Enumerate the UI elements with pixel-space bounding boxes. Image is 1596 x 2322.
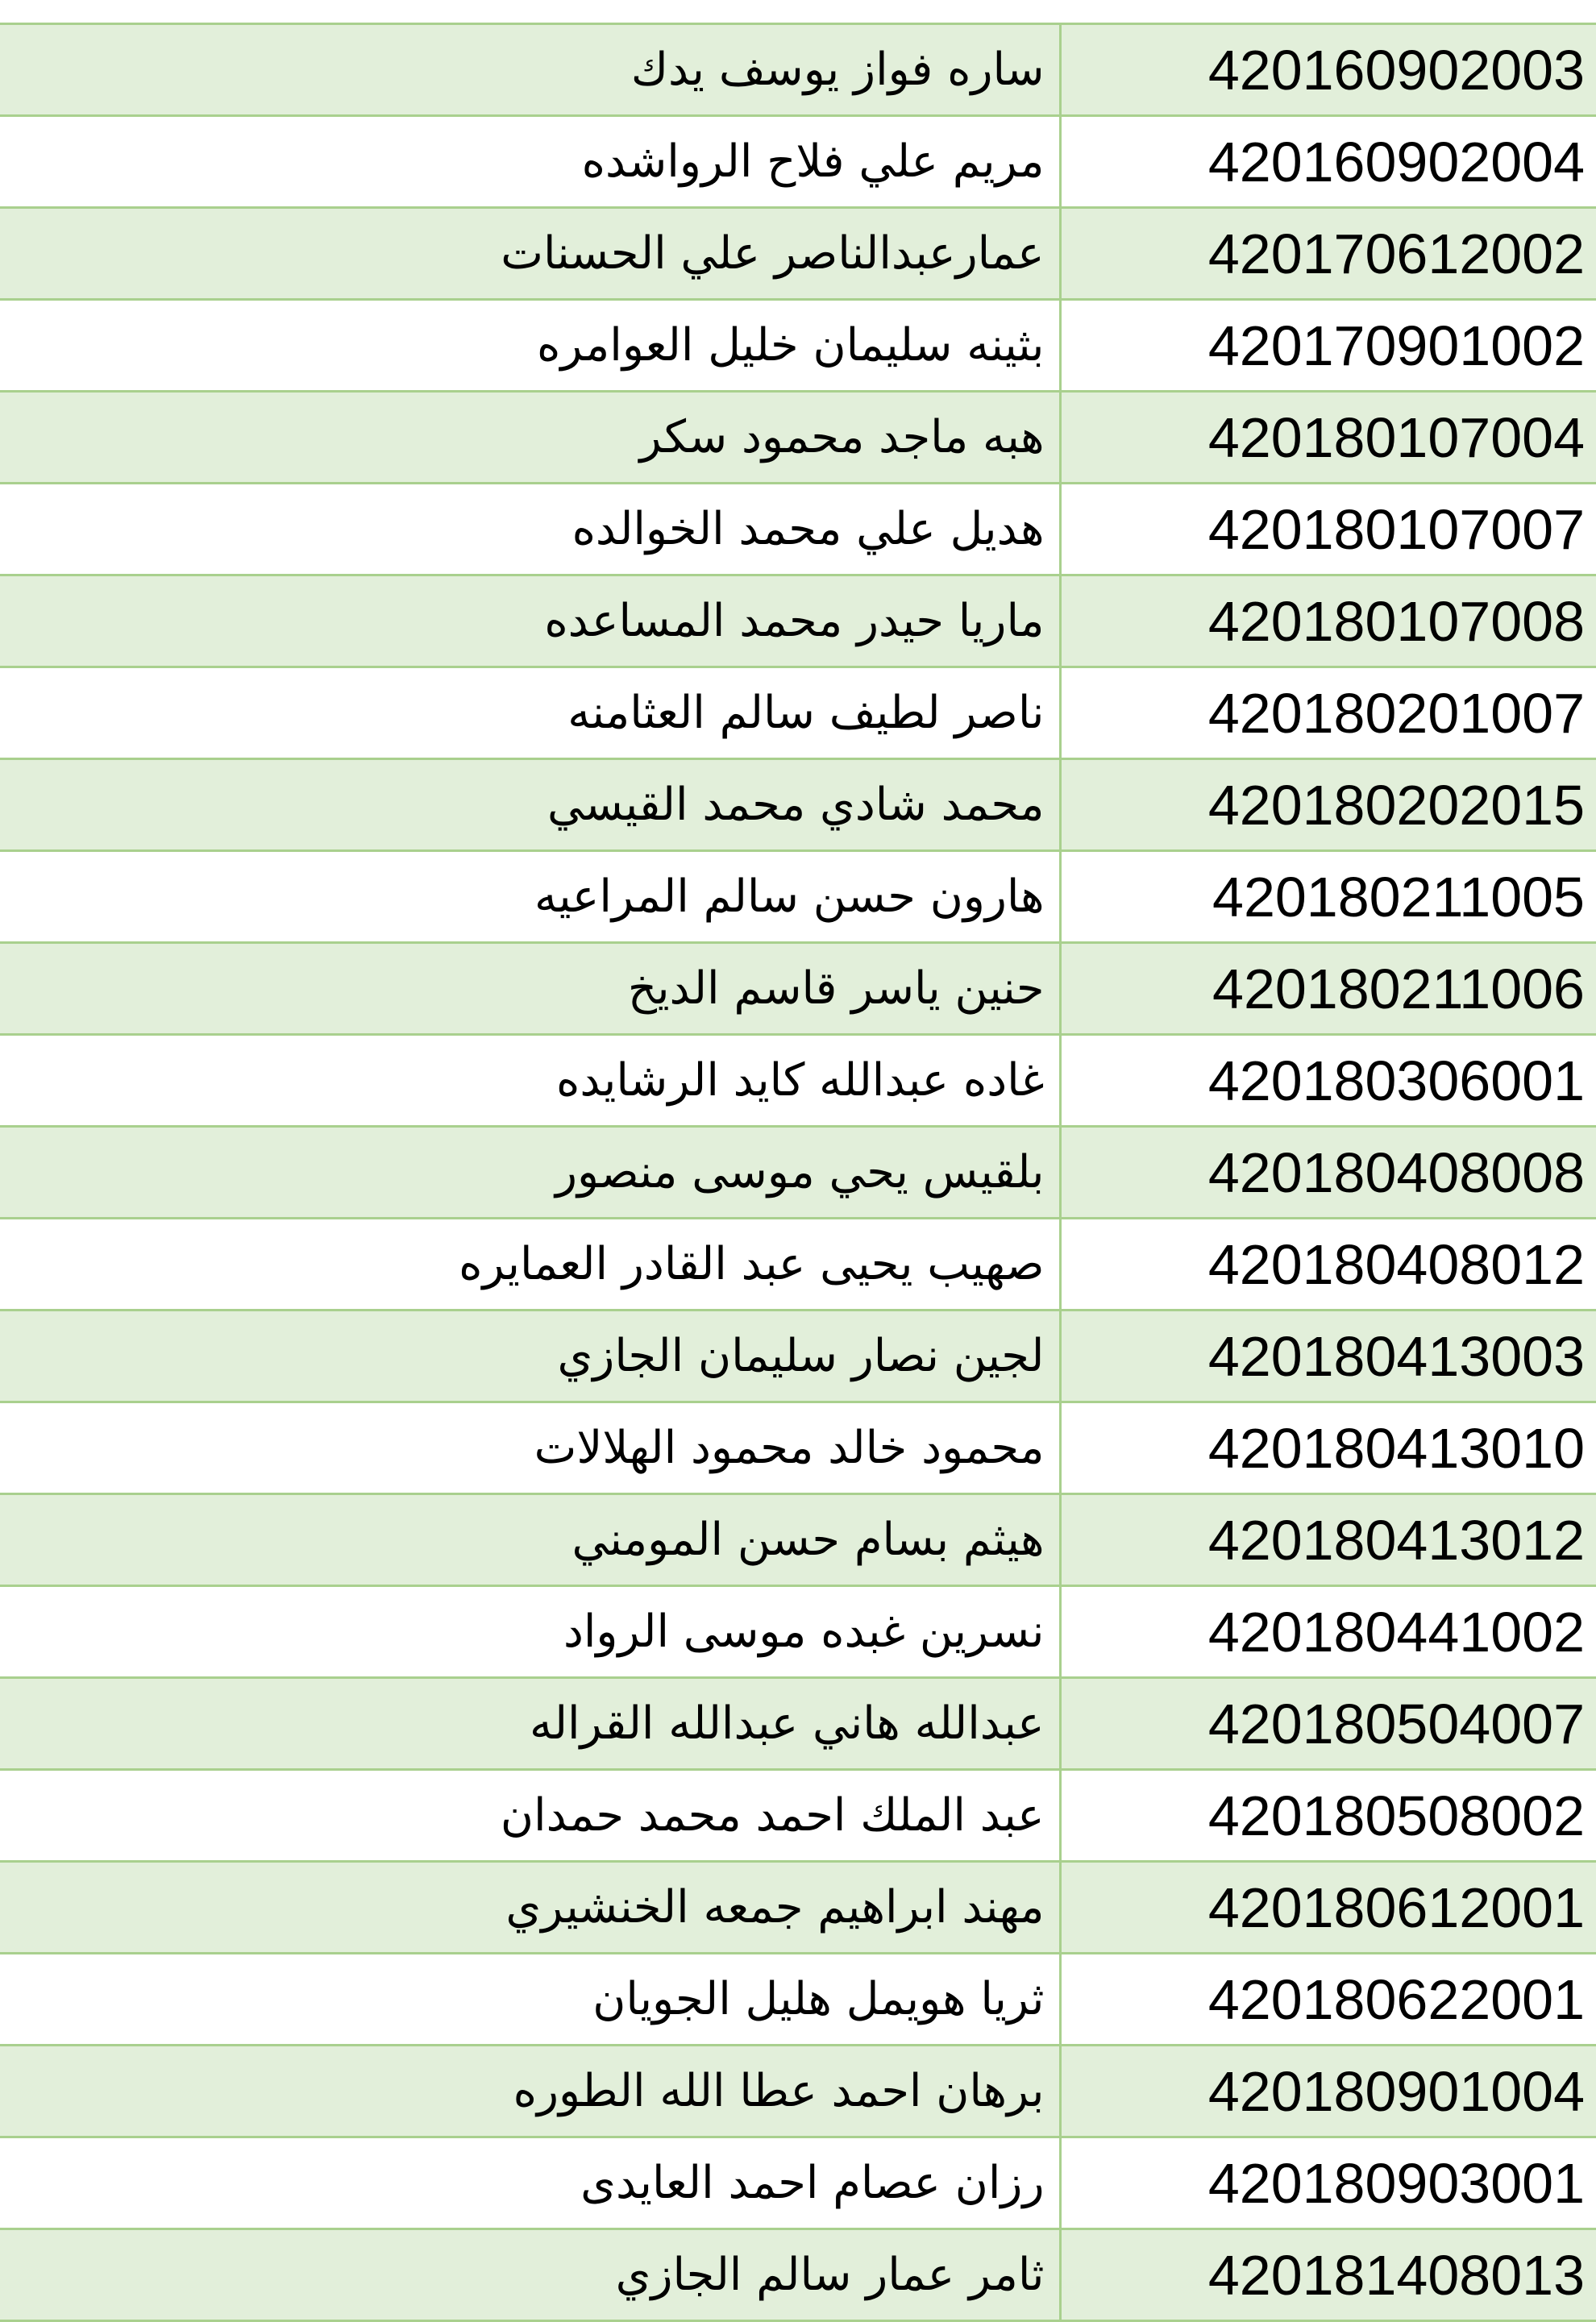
table-row: [0, 1402, 1596, 1494]
student-id-cell[interactable]: 420180201007: [1060, 667, 1596, 759]
student-name-cell[interactable]: محمد شادي محمد القيسي: [0, 759, 1060, 851]
table-row: [0, 1586, 1596, 1678]
student-name-cell[interactable]: لجين نصار سليمان الجازي: [0, 1311, 1060, 1402]
student-id-cell[interactable]: 420180622001: [1060, 1954, 1596, 2046]
student-id-cell[interactable]: 420180408012: [1060, 1219, 1596, 1311]
table-row: [0, 1219, 1596, 1311]
table-row: [0, 116, 1596, 208]
table-row: [0, 851, 1596, 943]
student-id-cell[interactable]: 420180901004: [1060, 2046, 1596, 2137]
student-id-cell[interactable]: 420170612002: [1060, 208, 1596, 300]
table-row: [0, 484, 1596, 575]
student-id-cell[interactable]: 420160902004: [1060, 116, 1596, 208]
student-id-cell[interactable]: 420180211006: [1060, 943, 1596, 1035]
table-row: [0, 2046, 1596, 2137]
student-name-cell[interactable]: عبد الملك احمد محمد حمدان: [0, 1770, 1060, 1862]
student-name-cell[interactable]: مريم علي فلاح الرواشده: [0, 116, 1060, 208]
student-id-cell[interactable]: 420180413012: [1060, 1494, 1596, 1586]
student-name-cell[interactable]: ثامر عمار سالم الجازي: [0, 2229, 1060, 2321]
table-row: [0, 1127, 1596, 1219]
student-id-cell[interactable]: 420180202015: [1060, 759, 1596, 851]
student-id-cell[interactable]: 420180612001: [1060, 1862, 1596, 1954]
student-id-cell[interactable]: 420180211005: [1060, 851, 1596, 943]
student-id-cell[interactable]: 420180903001: [1060, 2137, 1596, 2229]
student-name-cell[interactable]: هارون حسن سالم المراعيه: [0, 851, 1060, 943]
student-name-cell[interactable]: هبه ماجد محمود سكر: [0, 392, 1060, 484]
table-row: [0, 759, 1596, 851]
student-id-cell[interactable]: 420180408008: [1060, 1127, 1596, 1219]
table-row: [0, 24, 1596, 116]
student-table-body: [0, 24, 1596, 2321]
student-name-cell[interactable]: بثينه سليمان خليل العوامره: [0, 300, 1060, 392]
student-name-cell[interactable]: هيثم بسام حسن المومني: [0, 1494, 1060, 1586]
table-row: [0, 575, 1596, 667]
table-row: [0, 667, 1596, 759]
student-name-cell[interactable]: برهان احمد عطا الله الطوره: [0, 2046, 1060, 2137]
student-name-cell[interactable]: رزان عصام احمد العايدى: [0, 2137, 1060, 2229]
student-name-cell[interactable]: صهيب يحيى عبد القادر العمايره: [0, 1219, 1060, 1311]
table-row: [0, 208, 1596, 300]
student-id-cell[interactable]: 420170901002: [1060, 300, 1596, 392]
student-id-cell[interactable]: 420180107004: [1060, 392, 1596, 484]
table-row: [0, 1678, 1596, 1770]
table-row: [0, 392, 1596, 484]
table-row: [0, 1035, 1596, 1127]
table-row: [0, 300, 1596, 392]
table-row: [0, 943, 1596, 1035]
student-name-cell[interactable]: ناصر لطيف سالم العثامنه: [0, 667, 1060, 759]
table-row: [0, 2137, 1596, 2229]
student-id-cell[interactable]: 420180306001: [1060, 1035, 1596, 1127]
student-name-cell[interactable]: هديل علي محمد الخوالده: [0, 484, 1060, 575]
student-name-cell[interactable]: محمود خالد محمود الهلالات: [0, 1402, 1060, 1494]
student-name-cell[interactable]: عبدالله هاني عبدالله القراله: [0, 1678, 1060, 1770]
table-row: [0, 1770, 1596, 1862]
table-row: [0, 1954, 1596, 2046]
table-row: [0, 1494, 1596, 1586]
table-row: [0, 1862, 1596, 1954]
table-row: [0, 2229, 1596, 2321]
student-name-cell[interactable]: ماريا حيدر محمد المساعده: [0, 575, 1060, 667]
student-name-cell[interactable]: حنين ياسر قاسم الديخ: [0, 943, 1060, 1035]
student-id-cell[interactable]: 420160902003: [1060, 24, 1596, 116]
student-name-cell[interactable]: ساره فواز يوسف يدك: [0, 24, 1060, 116]
student-name-cell[interactable]: ثريا هويمل هليل الجويان: [0, 1954, 1060, 2046]
student-id-cell[interactable]: 420180441002: [1060, 1586, 1596, 1678]
student-id-cell[interactable]: 420180413010: [1060, 1402, 1596, 1494]
student-id-cell[interactable]: 420181408013: [1060, 2229, 1596, 2321]
student-id-cell[interactable]: 420180107007: [1060, 484, 1596, 575]
student-id-cell[interactable]: 420180504007: [1060, 1678, 1596, 1770]
student-name-cell[interactable]: عمارعبدالناصر علي الحسنات: [0, 208, 1060, 300]
table-row: [0, 1311, 1596, 1402]
student-table: [0, 23, 1596, 2322]
student-name-cell[interactable]: نسرين غبده موسى الرواد: [0, 1586, 1060, 1678]
spreadsheet-sheet: [0, 23, 1596, 2322]
student-name-cell[interactable]: بلقيس يحي موسى منصور: [0, 1127, 1060, 1219]
student-name-cell[interactable]: مهند ابراهيم جمعه الخنشيري: [0, 1862, 1060, 1954]
student-id-cell[interactable]: 420180508002: [1060, 1770, 1596, 1862]
student-name-cell[interactable]: غاده عبدالله كايد الرشايده: [0, 1035, 1060, 1127]
student-id-cell[interactable]: 420180413003: [1060, 1311, 1596, 1402]
student-id-cell[interactable]: 420180107008: [1060, 575, 1596, 667]
